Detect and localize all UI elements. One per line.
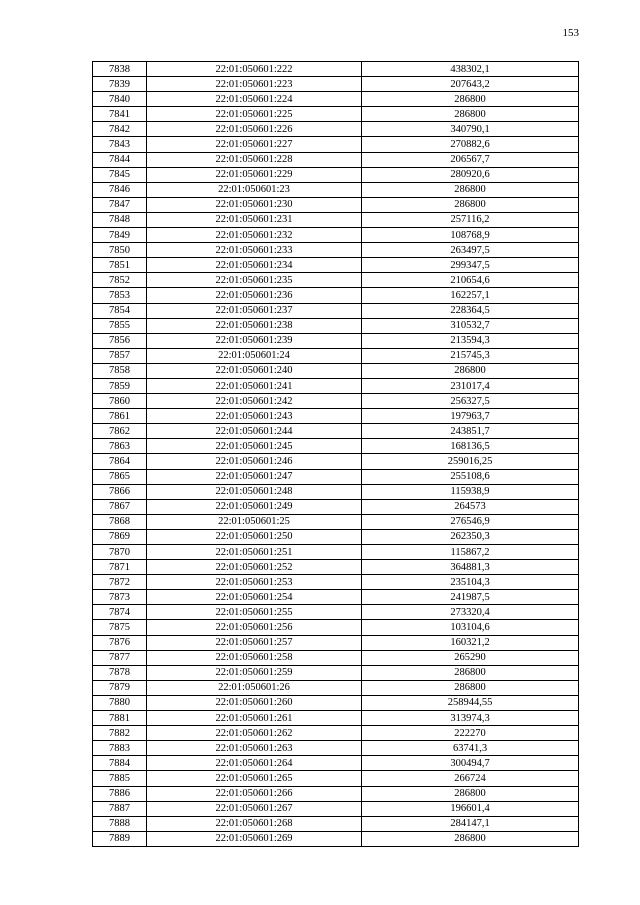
table-row — [93, 348, 579, 363]
value-cell: 270882,6 — [362, 137, 579, 152]
cadastral-number-cell: 22:01:050601:262 — [147, 726, 362, 741]
table-row — [93, 394, 579, 409]
row-index-cell: 7867 — [93, 499, 147, 514]
row-index-cell: 7865 — [93, 469, 147, 484]
value-cell: 284147,1 — [362, 816, 579, 831]
row-index-cell: 7879 — [93, 680, 147, 695]
table-row — [93, 695, 579, 710]
cadastral-number-cell: 22:01:050601:232 — [147, 228, 362, 243]
value-cell: 256327,5 — [362, 394, 579, 409]
table-row — [93, 469, 579, 484]
row-index-cell: 7883 — [93, 741, 147, 756]
cadastral-number-cell: 22:01:050601:243 — [147, 409, 362, 424]
value-cell: 213594,3 — [362, 333, 579, 348]
table-row — [93, 258, 579, 273]
value-cell: 286800 — [362, 680, 579, 695]
table-row — [93, 409, 579, 424]
cadastral-number-cell: 22:01:050601:224 — [147, 92, 362, 107]
table-row — [93, 575, 579, 590]
table-row — [93, 499, 579, 514]
table-row — [93, 650, 579, 665]
row-index-cell: 7859 — [93, 378, 147, 393]
table-row — [93, 288, 579, 303]
table-row — [93, 726, 579, 741]
value-cell: 206567,7 — [362, 152, 579, 167]
value-cell: 266724 — [362, 771, 579, 786]
value-cell: 258944,55 — [362, 695, 579, 710]
table-row — [93, 182, 579, 197]
cadastral-number-cell: 22:01:050601:234 — [147, 258, 362, 273]
cadastral-number-cell: 22:01:050601:264 — [147, 756, 362, 771]
cadastral-number-cell: 22:01:050601:267 — [147, 801, 362, 816]
cadastral-number-cell: 22:01:050601:242 — [147, 394, 362, 409]
row-index-cell: 7886 — [93, 786, 147, 801]
table-row — [93, 756, 579, 771]
row-index-cell: 7884 — [93, 756, 147, 771]
row-index-cell: 7870 — [93, 545, 147, 560]
value-cell: 286800 — [362, 182, 579, 197]
value-cell: 115938,9 — [362, 484, 579, 499]
cadastral-number-cell: 22:01:050601:257 — [147, 635, 362, 650]
table-row — [93, 318, 579, 333]
cadastral-number-cell: 22:01:050601:247 — [147, 469, 362, 484]
cadastral-number-cell: 22:01:050601:259 — [147, 665, 362, 680]
value-cell: 207643,2 — [362, 77, 579, 92]
row-index-cell: 7889 — [93, 831, 147, 846]
table-row — [93, 454, 579, 469]
cadastral-number-cell: 22:01:050601:222 — [147, 62, 362, 77]
value-cell: 264573 — [362, 499, 579, 514]
table-row — [93, 92, 579, 107]
table-row — [93, 786, 579, 801]
value-cell: 197963,7 — [362, 409, 579, 424]
table-row — [93, 363, 579, 378]
row-index-cell: 7841 — [93, 107, 147, 122]
table-row — [93, 801, 579, 816]
row-index-cell: 7839 — [93, 77, 147, 92]
table-row — [93, 590, 579, 605]
table-row — [93, 197, 579, 212]
table-row — [93, 378, 579, 393]
row-index-cell: 7877 — [93, 650, 147, 665]
cadastral-number-cell: 22:01:050601:254 — [147, 590, 362, 605]
value-cell: 286800 — [362, 197, 579, 212]
row-index-cell: 7876 — [93, 635, 147, 650]
value-cell: 262350,3 — [362, 529, 579, 544]
table-row — [93, 711, 579, 726]
cadastral-number-cell: 22:01:050601:226 — [147, 122, 362, 137]
row-index-cell: 7872 — [93, 575, 147, 590]
row-index-cell: 7882 — [93, 726, 147, 741]
row-index-cell: 7845 — [93, 167, 147, 182]
value-cell: 263497,5 — [362, 243, 579, 258]
cadastral-number-cell: 22:01:050601:239 — [147, 333, 362, 348]
row-index-cell: 7858 — [93, 363, 147, 378]
cadastral-number-cell: 22:01:050601:231 — [147, 212, 362, 227]
table-row — [93, 137, 579, 152]
table-row — [93, 665, 579, 680]
row-index-cell: 7881 — [93, 711, 147, 726]
table-row — [93, 424, 579, 439]
table-row — [93, 545, 579, 560]
value-cell: 255108,6 — [362, 469, 579, 484]
row-index-cell: 7880 — [93, 695, 147, 710]
row-index-cell: 7849 — [93, 228, 147, 243]
cadastral-number-cell: 22:01:050601:24 — [147, 348, 362, 363]
row-index-cell: 7862 — [93, 424, 147, 439]
cadastral-number-cell: 22:01:050601:25 — [147, 514, 362, 529]
table-row — [93, 167, 579, 182]
row-index-cell: 7874 — [93, 605, 147, 620]
row-index-cell: 7863 — [93, 439, 147, 454]
value-cell: 108768,9 — [362, 228, 579, 243]
value-cell: 280920,6 — [362, 167, 579, 182]
row-index-cell: 7860 — [93, 394, 147, 409]
cadastral-number-cell: 22:01:050601:245 — [147, 439, 362, 454]
row-index-cell: 7873 — [93, 590, 147, 605]
value-cell: 286800 — [362, 786, 579, 801]
table-row — [93, 741, 579, 756]
value-cell: 222270 — [362, 726, 579, 741]
value-cell: 257116,2 — [362, 212, 579, 227]
row-index-cell: 7885 — [93, 771, 147, 786]
value-cell: 286800 — [362, 92, 579, 107]
page-number: 153 — [562, 27, 579, 39]
value-cell: 286800 — [362, 831, 579, 846]
cadastral-table — [92, 61, 579, 847]
cadastral-number-cell: 22:01:050601:266 — [147, 786, 362, 801]
cadastral-number-cell: 22:01:050601:230 — [147, 197, 362, 212]
cadastral-number-cell: 22:01:050601:253 — [147, 575, 362, 590]
value-cell: 228364,5 — [362, 303, 579, 318]
cadastral-number-cell: 22:01:050601:233 — [147, 243, 362, 258]
row-index-cell: 7866 — [93, 484, 147, 499]
value-cell: 196601,4 — [362, 801, 579, 816]
value-cell: 243851,7 — [362, 424, 579, 439]
value-cell: 103104,6 — [362, 620, 579, 635]
cadastral-number-cell: 22:01:050601:268 — [147, 816, 362, 831]
row-index-cell: 7851 — [93, 258, 147, 273]
value-cell: 286800 — [362, 107, 579, 122]
cadastral-number-cell: 22:01:050601:227 — [147, 137, 362, 152]
cadastral-number-cell: 22:01:050601:269 — [147, 831, 362, 846]
table-row — [93, 816, 579, 831]
table-row — [93, 635, 579, 650]
value-cell: 115867,2 — [362, 545, 579, 560]
value-cell: 300494,7 — [362, 756, 579, 771]
cadastral-number-cell: 22:01:050601:250 — [147, 529, 362, 544]
row-index-cell: 7864 — [93, 454, 147, 469]
table-row — [93, 439, 579, 454]
row-index-cell: 7854 — [93, 303, 147, 318]
cadastral-number-cell: 22:01:050601:237 — [147, 303, 362, 318]
cadastral-number-cell: 22:01:050601:23 — [147, 182, 362, 197]
table-row — [93, 303, 579, 318]
row-index-cell: 7871 — [93, 560, 147, 575]
table-row — [93, 62, 579, 77]
value-cell: 286800 — [362, 363, 579, 378]
cadastral-number-cell: 22:01:050601:263 — [147, 741, 362, 756]
value-cell: 313974,3 — [362, 711, 579, 726]
row-index-cell: 7887 — [93, 801, 147, 816]
cadastral-number-cell: 22:01:050601:223 — [147, 77, 362, 92]
row-index-cell: 7846 — [93, 182, 147, 197]
cadastral-number-cell: 22:01:050601:265 — [147, 771, 362, 786]
table-row — [93, 212, 579, 227]
cadastral-number-cell: 22:01:050601:238 — [147, 318, 362, 333]
table-body — [93, 62, 579, 847]
table-row — [93, 333, 579, 348]
cadastral-number-cell: 22:01:050601:235 — [147, 273, 362, 288]
cadastral-number-cell: 22:01:050601:249 — [147, 499, 362, 514]
value-cell: 265290 — [362, 650, 579, 665]
value-cell: 231017,4 — [362, 378, 579, 393]
cadastral-number-cell: 22:01:050601:251 — [147, 545, 362, 560]
cadastral-number-cell: 22:01:050601:252 — [147, 560, 362, 575]
cadastral-number-cell: 22:01:050601:26 — [147, 680, 362, 695]
value-cell: 286800 — [362, 665, 579, 680]
row-index-cell: 7848 — [93, 212, 147, 227]
table-row — [93, 152, 579, 167]
cadastral-number-cell: 22:01:050601:228 — [147, 152, 362, 167]
value-cell: 340790,1 — [362, 122, 579, 137]
cadastral-number-cell: 22:01:050601:255 — [147, 605, 362, 620]
table-row — [93, 680, 579, 695]
table-row — [93, 484, 579, 499]
row-index-cell: 7855 — [93, 318, 147, 333]
table-row — [93, 771, 579, 786]
value-cell: 299347,5 — [362, 258, 579, 273]
row-index-cell: 7850 — [93, 243, 147, 258]
row-index-cell: 7857 — [93, 348, 147, 363]
cadastral-number-cell: 22:01:050601:229 — [147, 167, 362, 182]
value-cell: 259016,25 — [362, 454, 579, 469]
table-row — [93, 228, 579, 243]
cadastral-number-cell: 22:01:050601:248 — [147, 484, 362, 499]
value-cell: 241987,5 — [362, 590, 579, 605]
cadastral-number-cell: 22:01:050601:260 — [147, 695, 362, 710]
cadastral-number-cell: 22:01:050601:246 — [147, 454, 362, 469]
row-index-cell: 7875 — [93, 620, 147, 635]
table-row — [93, 243, 579, 258]
value-cell: 168136,5 — [362, 439, 579, 454]
value-cell: 160321,2 — [362, 635, 579, 650]
row-index-cell: 7888 — [93, 816, 147, 831]
cadastral-number-cell: 22:01:050601:261 — [147, 711, 362, 726]
table-row — [93, 77, 579, 92]
value-cell: 276546,9 — [362, 514, 579, 529]
value-cell: 215745,3 — [362, 348, 579, 363]
table-row — [93, 514, 579, 529]
value-cell: 210654,6 — [362, 273, 579, 288]
value-cell: 235104,3 — [362, 575, 579, 590]
row-index-cell: 7869 — [93, 529, 147, 544]
row-index-cell: 7868 — [93, 514, 147, 529]
row-index-cell: 7852 — [93, 273, 147, 288]
cadastral-number-cell: 22:01:050601:240 — [147, 363, 362, 378]
row-index-cell: 7843 — [93, 137, 147, 152]
cadastral-number-cell: 22:01:050601:256 — [147, 620, 362, 635]
table-row — [93, 529, 579, 544]
value-cell: 162257,1 — [362, 288, 579, 303]
row-index-cell: 7878 — [93, 665, 147, 680]
value-cell: 273320,4 — [362, 605, 579, 620]
table-row — [93, 273, 579, 288]
row-index-cell: 7838 — [93, 62, 147, 77]
value-cell: 310532,7 — [362, 318, 579, 333]
table-row — [93, 107, 579, 122]
table-row — [93, 605, 579, 620]
value-cell: 63741,3 — [362, 741, 579, 756]
row-index-cell: 7844 — [93, 152, 147, 167]
table-row — [93, 560, 579, 575]
table-row — [93, 620, 579, 635]
row-index-cell: 7856 — [93, 333, 147, 348]
row-index-cell: 7840 — [93, 92, 147, 107]
row-index-cell: 7861 — [93, 409, 147, 424]
table-row — [93, 122, 579, 137]
value-cell: 364881,3 — [362, 560, 579, 575]
row-index-cell: 7847 — [93, 197, 147, 212]
cadastral-number-cell: 22:01:050601:258 — [147, 650, 362, 665]
row-index-cell: 7853 — [93, 288, 147, 303]
cadastral-number-cell: 22:01:050601:241 — [147, 378, 362, 393]
row-index-cell: 7842 — [93, 122, 147, 137]
table-row — [93, 831, 579, 846]
cadastral-number-cell: 22:01:050601:225 — [147, 107, 362, 122]
cadastral-number-cell: 22:01:050601:244 — [147, 424, 362, 439]
value-cell: 438302,1 — [362, 62, 579, 77]
cadastral-number-cell: 22:01:050601:236 — [147, 288, 362, 303]
